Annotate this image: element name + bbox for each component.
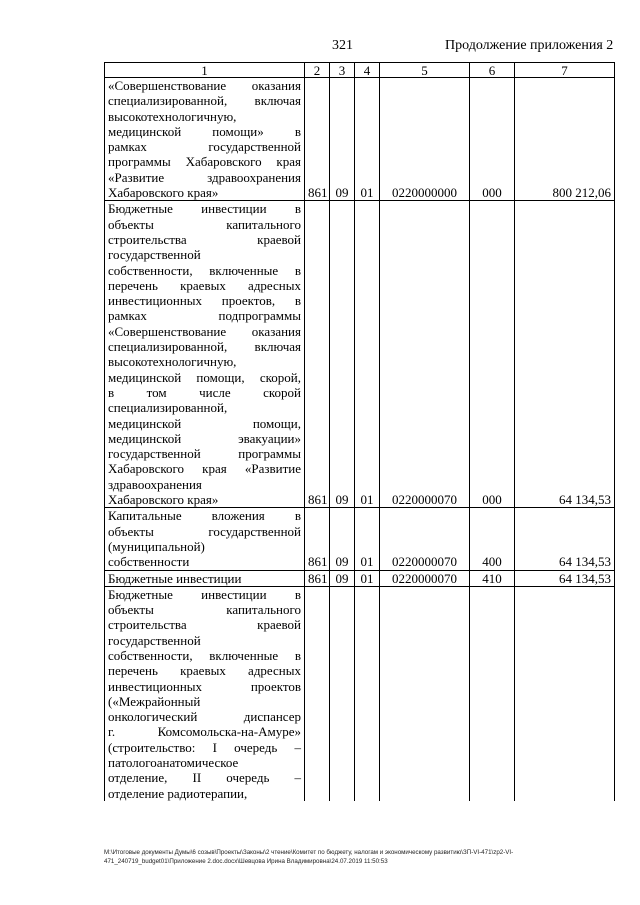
row-description [105,570,305,586]
description-line: высокотехнологичную, [108,354,237,370]
column-header-7: 7 [515,63,615,78]
description-line: специализированной, [108,400,228,416]
ministry-code-cell [305,586,330,801]
ministry-code-cell: 861 [305,201,330,508]
description-line: специализированной, включая [108,339,301,355]
section-code-cell: 09 [330,508,355,570]
document-path-footer [104,848,616,866]
budget-table [104,62,615,801]
column-header-4: 4 [355,63,380,78]
ministry-code-cell: 861 [305,78,330,201]
subsection-code-cell: 01 [355,78,380,201]
description-line: строительства краевой [108,617,301,633]
description-line: собственности, включенные в [108,262,301,278]
subsection-code-cell [355,586,380,801]
description-line: отделение радиотерапии, [108,785,248,801]
footer-line: 471_240719_budget01\Приложение 2.doc.docx\Шевцова Ирина Владимировна\24.07.2019 11:50:53 [104,858,388,865]
description-line: инвестиционных проектов, в [108,293,301,309]
description-line: в том числе скорой [108,384,301,400]
description-line: программы Хабаровского края [108,154,301,170]
amount-cell [515,586,615,801]
table-row [105,586,615,801]
amount-cell: 800 212,06 [515,78,615,201]
description-line: Хабаровского края «Развитие [108,461,301,477]
expense-type-cell: 000 [470,201,515,508]
description-line: медицинской помощи, [108,415,301,431]
target-article-cell [380,586,470,801]
description-line: здравоохранения [108,476,202,492]
description-line: («Межрайонный [108,693,201,709]
description-line: (муниципальной) [108,538,205,554]
description-line: перечень краевых адресных [108,277,301,293]
column-header-2: 2 [305,63,330,78]
description-line: медицинской эвакуации» [108,430,301,446]
description-line: государственной [108,632,201,648]
column-number-row [105,63,615,78]
section-code-cell: 09 [330,201,355,508]
description-line: высокотехнологичную, [108,108,237,124]
description-line: «Совершенствование оказания [108,78,301,93]
target-article-cell: 0220000070 [380,201,470,508]
table-row [105,201,615,508]
description-line: Хабаровского края» [108,185,219,201]
page-number: 321 [332,38,353,53]
row-description [105,201,305,508]
column-header-3: 3 [330,63,355,78]
description-line: строительства краевой [108,231,301,247]
description-line: Бюджетные инвестиции [108,570,242,586]
table-row [105,508,615,570]
description-line: инвестиционных проектов [108,678,301,694]
subsection-code-cell: 01 [355,508,380,570]
amount-cell: 64 134,53 [515,508,615,570]
table-row [105,570,615,586]
target-article-cell: 0220000070 [380,508,470,570]
description-line: объекты капитального [108,216,301,232]
description-line: рамках государственной [108,139,301,155]
row-description [105,78,305,201]
subsection-code-cell: 01 [355,201,380,508]
description-line: перечень краевых адресных [108,663,301,679]
column-header-1: 1 [105,63,305,78]
column-header-5: 5 [380,63,470,78]
row-description [105,508,305,570]
expense-type-cell: 000 [470,78,515,201]
description-line: собственности, включенные в [108,647,301,663]
target-article-cell: 0220000070 [380,570,470,586]
table-row [105,78,615,201]
description-line: специализированной, включая [108,93,301,109]
description-line: объекты государственной [108,523,301,539]
description-line: государственной программы [108,446,301,462]
section-code-cell [330,586,355,801]
description-line: Бюджетные инвестиции в [108,201,301,217]
description-line: онкологический диспансер [108,709,301,725]
section-code-cell: 09 [330,78,355,201]
description-line: объекты капитального [108,602,301,618]
description-line: государственной [108,247,201,263]
row-description [105,586,305,801]
expense-type-cell: 410 [470,570,515,586]
description-line: «Совершенствование оказания [108,323,301,339]
section-code-cell: 09 [330,570,355,586]
description-line: «Развитие здравоохранения [108,169,301,185]
description-line: Хабаровского края» [108,492,219,508]
expense-type-cell: 400 [470,508,515,570]
subsection-code-cell: 01 [355,570,380,586]
amount-cell: 64 134,53 [515,570,615,586]
amount-cell: 64 134,53 [515,201,615,508]
column-header-6: 6 [470,63,515,78]
target-article-cell: 0220000000 [380,78,470,201]
description-line: медицинской помощи, скорой, [108,369,301,385]
ministry-code-cell: 861 [305,570,330,586]
appendix-continuation-label: Продолжение приложения 2 [445,38,614,53]
description-line: патологоанатомическое [108,755,239,771]
description-line: собственности [108,554,190,570]
description-line: г. Комсомольска-на-Амуре» [108,724,301,740]
description-line: отделение, II очередь – [108,770,301,786]
footer-line: М:\Итоговые документы Думы\6 созыв\Проекты\Законы\2 чтение\Комитет по бюджету, налогам и экономическому развитию\ЗП-VI-471\zp2-VI- [104,849,514,856]
ministry-code-cell: 861 [305,508,330,570]
description-line: (строительство: I очередь – [108,739,301,755]
description-line: рамках подпрограммы [108,308,301,324]
description-line: Капитальные вложения в [108,508,301,524]
description-line: Бюджетные инвестиции в [108,586,301,602]
description-line: медицинской помощи» в [108,123,301,139]
expense-type-cell [470,586,515,801]
